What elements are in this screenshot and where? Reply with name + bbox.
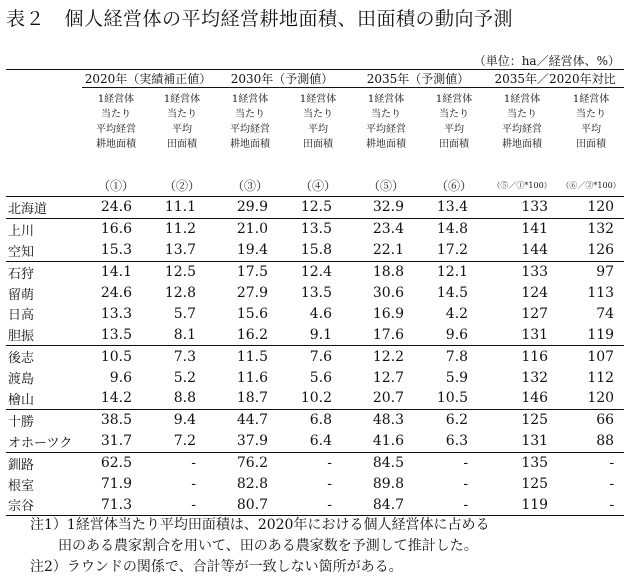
cell-value: -: [327, 476, 333, 493]
cell-value: 5.2: [173, 369, 197, 386]
cell-value: 15.8: [300, 242, 333, 259]
cell-value: 23.4: [350, 218, 422, 239]
cell-value: 11.5: [214, 346, 286, 367]
cell-value: 6.2: [422, 409, 486, 430]
column-number-label: （③）: [214, 177, 286, 197]
cell-value: -: [286, 452, 350, 473]
column-number-label: （⑤）: [350, 177, 422, 197]
region-name: 十勝: [6, 409, 82, 430]
group-header: 2035年（予測値）: [350, 70, 486, 88]
cell-value: 19.4: [236, 242, 269, 259]
cell-value: 14.2: [100, 390, 132, 407]
cell-value: 7.6: [286, 346, 350, 367]
cell-value: -: [558, 494, 624, 515]
cell-value: 4.2: [445, 305, 469, 322]
cell-value: 13.5: [286, 218, 350, 239]
region-name: 日高: [8, 308, 35, 324]
cell-value: 7.2: [173, 433, 197, 450]
cell-value: 6.4: [309, 433, 333, 450]
cell-value: 14.1: [82, 261, 150, 282]
cell-value: 84.7: [350, 494, 422, 515]
table-title: 表２ 個人経営体の平均経営耕地面積、田面積の動向予測: [6, 8, 514, 30]
region-name: 上川: [6, 218, 82, 239]
cell-value: 5.7: [173, 305, 197, 322]
table-row: [6, 494, 624, 515]
table-row: [6, 452, 624, 473]
column-number-label: （⑥／②*100）: [558, 177, 624, 197]
cell-value: 22.1: [372, 242, 405, 259]
cell-value: 120: [587, 199, 615, 216]
cell-value: 12.5: [150, 261, 214, 282]
cell-value: -: [286, 494, 350, 515]
cell-value: 12.1: [422, 261, 486, 282]
group-header: 2035年／2020年対比: [486, 70, 624, 88]
region-name: オホーツク: [8, 435, 73, 451]
cell-value: 119: [587, 326, 615, 343]
cell-value: 71.3: [82, 494, 150, 515]
cell-value: 144: [521, 242, 549, 259]
cell-value: 9.6: [445, 326, 469, 343]
cell-value: 119: [486, 494, 558, 515]
region-name: 北海道: [8, 201, 48, 217]
cell-value: 13.5: [300, 285, 333, 301]
cell-value: 18.8: [350, 261, 422, 282]
cell-value: 126: [587, 242, 615, 259]
sub-header-farmland: 1経営体 当たり 平均経営 耕地面積: [230, 94, 271, 150]
cell-value: 5.6: [309, 369, 333, 386]
cell-value: 71.9: [100, 476, 132, 493]
cell-value: 107: [558, 346, 624, 367]
cell-value: 89.8: [372, 476, 405, 493]
cell-value: 88: [596, 433, 615, 450]
cell-value: -: [558, 452, 624, 473]
cell-value: 10.2: [300, 390, 333, 407]
note-2: 注2）ラウンドの関係で、合計等が一致しない箇所がある。: [30, 559, 403, 575]
cell-value: 11.1: [164, 199, 197, 216]
cell-value: 82.8: [236, 476, 269, 493]
cell-value: 38.5: [82, 409, 150, 430]
cell-value: 8.1: [173, 326, 197, 343]
sub-header-paddy: 1経営体 当たり 平均 田面積: [435, 94, 473, 150]
table-row: [6, 218, 624, 239]
cell-value: 113: [587, 285, 615, 301]
table-row: [6, 197, 624, 219]
cell-value: -: [463, 476, 469, 493]
cell-value: 8.8: [173, 390, 197, 407]
column-number-label: （⑤／①*100）: [486, 177, 558, 197]
cell-value: 10.5: [82, 346, 150, 367]
column-number-label: （⑥）: [422, 177, 486, 197]
region-name: 石狩: [6, 261, 82, 282]
cell-value: 14.8: [422, 218, 486, 239]
cell-value: -: [422, 494, 486, 515]
cell-value: 17.6: [372, 326, 405, 343]
cell-value: 12.4: [286, 261, 350, 282]
cell-value: 12.5: [300, 199, 333, 216]
sub-header-farmland: 1経営体 当たり 平均経営 耕地面積: [96, 94, 136, 150]
cell-value: 112: [587, 369, 615, 386]
cell-value: 84.5: [350, 452, 422, 473]
sub-header-farmland: 1経営体 当たり 平均経営 耕地面積: [502, 94, 543, 150]
cell-value: 132: [521, 369, 549, 386]
cell-value: 11.2: [150, 218, 214, 239]
cell-value: 14.5: [436, 285, 469, 301]
cell-value: 32.9: [372, 199, 405, 216]
cell-value: 133: [486, 261, 558, 282]
cell-value: 17.2: [436, 242, 469, 259]
sub-header-farmland: 1経営体 当たり 平均経営 耕地面積: [366, 94, 407, 150]
unit-label: （単位：ha／経営体、%）: [473, 54, 620, 68]
cell-value: 80.7: [214, 494, 286, 515]
column-number-label: （①）: [82, 177, 150, 197]
table-row: [6, 431, 624, 452]
sub-header-paddy: 1経営体 当たり 平均 田面積: [163, 94, 201, 150]
table-row: [6, 367, 624, 388]
sub-header-paddy: 1経営体 当たり 平均 田面積: [572, 94, 610, 150]
table-row: [6, 283, 624, 304]
cell-value: 131: [521, 433, 549, 450]
cell-value: 12.7: [372, 369, 405, 386]
cell-value: 132: [558, 218, 624, 239]
cell-value: 44.7: [214, 409, 286, 430]
cell-value: 6.3: [445, 433, 469, 450]
region-name: 空知: [8, 244, 35, 260]
cell-value: 125: [521, 476, 549, 493]
cell-value: 12.8: [164, 285, 197, 301]
cell-value: 9.1: [309, 326, 333, 343]
cell-value: 13.7: [164, 242, 197, 259]
cell-value: 27.9: [236, 285, 269, 301]
cell-value: 29.9: [236, 199, 269, 216]
cell-value: 7.3: [150, 346, 214, 367]
region-name: 胆振: [8, 329, 35, 345]
data-table: [6, 69, 624, 516]
region-name: 渡島: [8, 372, 35, 388]
cell-value: 6.8: [286, 409, 350, 430]
region-name: 留萌: [8, 287, 35, 303]
column-number-label: （②）: [150, 177, 214, 197]
cell-value: 76.2: [214, 452, 286, 473]
table-row: [6, 324, 624, 345]
cell-value: 24.6: [100, 199, 132, 216]
region-name: 檜山: [8, 392, 35, 408]
table-row: [6, 240, 624, 261]
sub-header-row: [6, 88, 624, 178]
table-row: [6, 303, 624, 324]
cell-value: 18.7: [236, 390, 269, 407]
cell-value: 13.4: [436, 199, 469, 216]
cell-value: 37.9: [236, 433, 269, 450]
cell-value: 16.9: [372, 305, 405, 322]
cell-value: 30.6: [372, 285, 405, 301]
cell-value: 5.9: [445, 369, 469, 386]
group-header-row: [6, 70, 624, 88]
cell-value: 21.0: [214, 218, 286, 239]
cell-value: 127: [521, 305, 549, 322]
cell-value: 7.8: [422, 346, 486, 367]
cell-value: 17.5: [214, 261, 286, 282]
note-1: 注1）1経営体当たり平均田面積は、2020年における個人経営体に占める: [30, 517, 490, 533]
region-name: 釧路: [6, 452, 82, 473]
cell-value: 9.6: [109, 369, 132, 386]
cell-value: 131: [521, 326, 549, 343]
region-name: 宗谷: [6, 494, 82, 515]
sub-header-paddy: 1経営体 当たり 平均 田面積: [299, 94, 337, 150]
cell-value: 66: [558, 409, 624, 430]
cell-value: 97: [558, 261, 624, 282]
cell-value: 116: [486, 346, 558, 367]
cell-value: 120: [587, 390, 615, 407]
cell-value: 9.4: [150, 409, 214, 430]
cell-value: 74: [596, 305, 615, 322]
cell-value: 146: [521, 390, 549, 407]
cell-value: 125: [486, 409, 558, 430]
column-number-label: （④）: [286, 177, 350, 197]
cell-value: 41.6: [372, 433, 405, 450]
cell-value: 141: [486, 218, 558, 239]
cell-value: 13.5: [100, 326, 132, 343]
cell-value: 133: [521, 199, 549, 216]
cell-value: 135: [486, 452, 558, 473]
cell-value: 16.2: [236, 326, 269, 343]
table-row: [6, 261, 624, 282]
cell-value: 16.6: [82, 218, 150, 239]
cell-value: 4.6: [309, 305, 333, 322]
cell-value: 31.7: [100, 433, 132, 450]
group-header: 2020年（実績補正値）: [82, 70, 214, 88]
cell-value: -: [191, 476, 197, 493]
cell-value: 13.3: [100, 305, 132, 322]
cell-value: 48.3: [350, 409, 422, 430]
cell-value: 24.6: [100, 285, 132, 301]
cell-value: 20.7: [372, 390, 405, 407]
cell-value: -: [150, 452, 214, 473]
cell-value: 15.6: [236, 305, 269, 322]
table-row: [6, 409, 624, 430]
group-header: 2030年（予測値）: [214, 70, 350, 88]
cell-value: 11.6: [236, 369, 269, 386]
table-row: [6, 474, 624, 495]
cell-value: -: [609, 476, 615, 493]
cell-value: -: [422, 452, 486, 473]
cell-value: 62.5: [82, 452, 150, 473]
cell-value: 10.5: [436, 390, 469, 407]
table-row: [6, 346, 624, 367]
cell-value: 124: [521, 285, 549, 301]
region-name: 根室: [8, 478, 35, 494]
cell-value: 12.2: [350, 346, 422, 367]
cell-value: -: [150, 494, 214, 515]
table-row: [6, 388, 624, 409]
region-name: 後志: [6, 346, 82, 367]
cell-value: 15.3: [100, 242, 132, 259]
number-header-row: [6, 177, 624, 197]
note-1-cont: 田のある農家割合を用いて、田のある農家数を予測して推計した。: [30, 538, 478, 554]
